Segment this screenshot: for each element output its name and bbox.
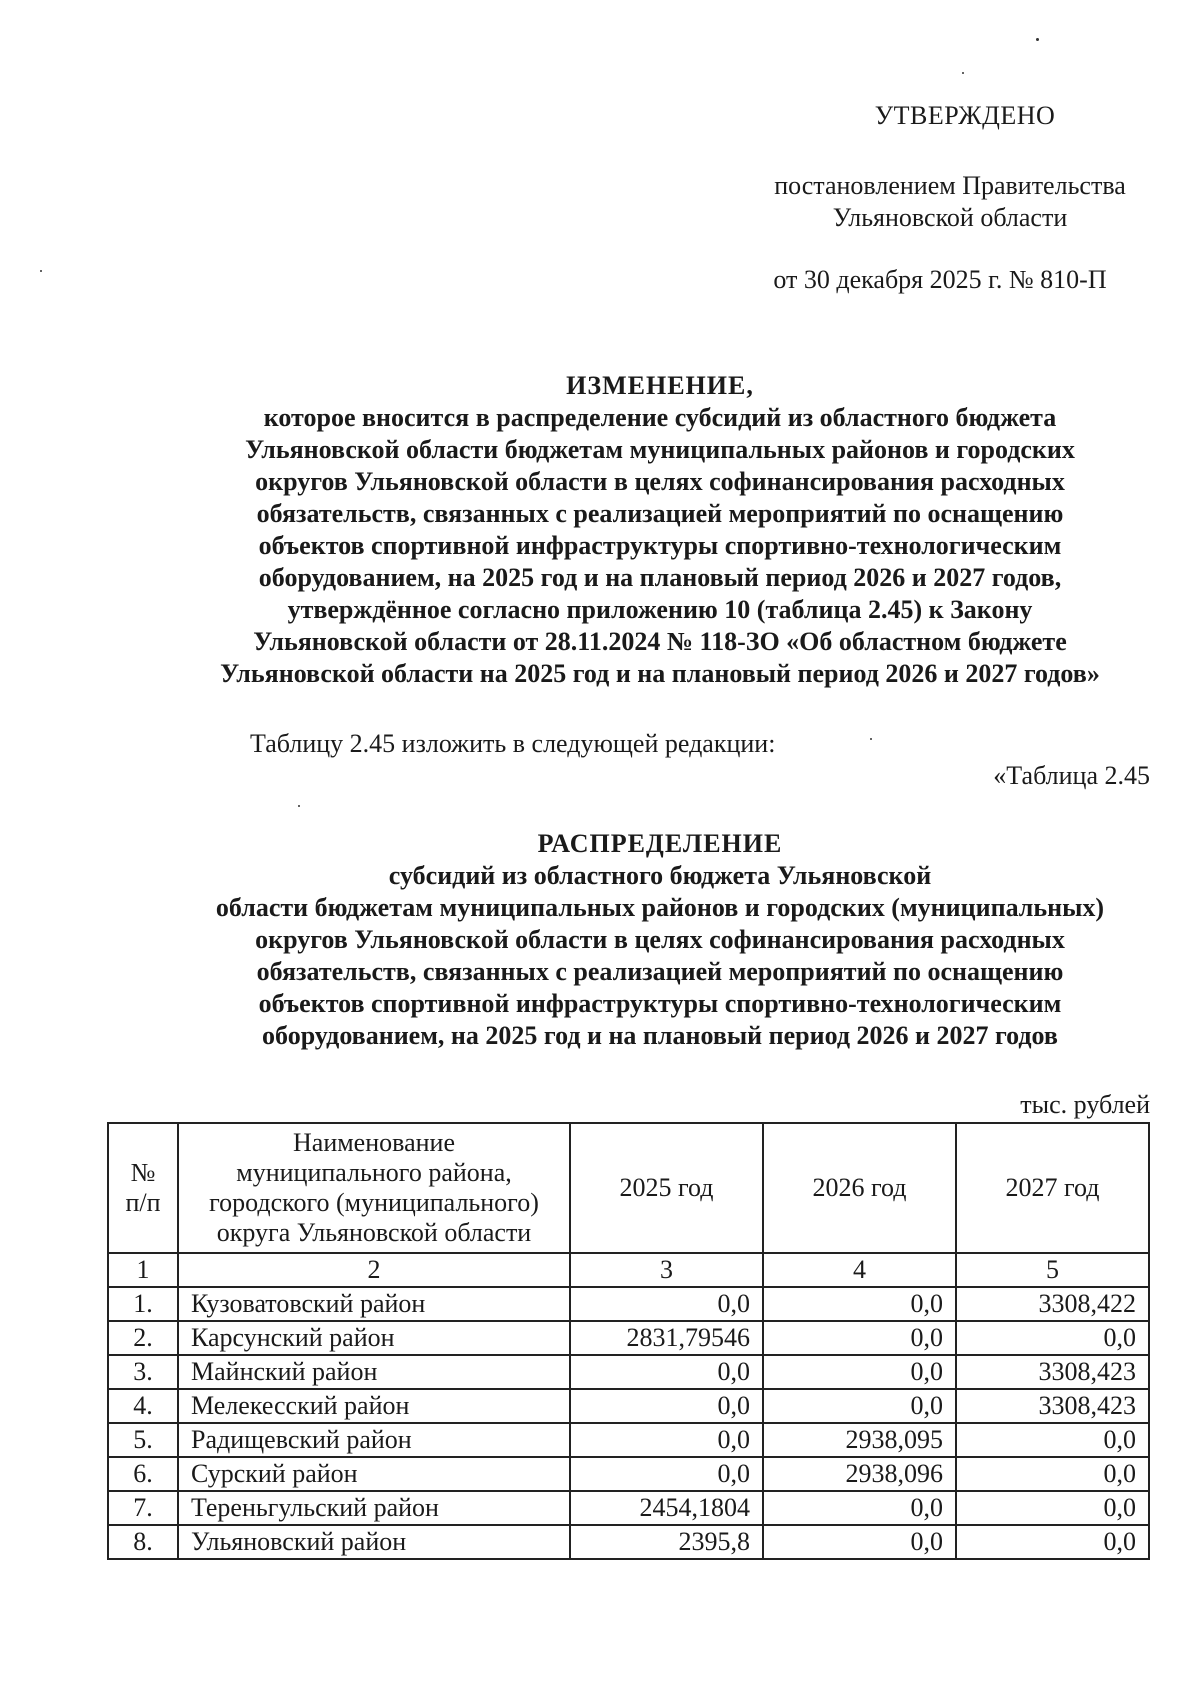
- row-value-2026: 0,0: [763, 1321, 956, 1355]
- scan-speck: [40, 270, 42, 272]
- row-municipality-name: Кузоватовский район: [178, 1287, 570, 1321]
- row-number: 8.: [108, 1525, 178, 1559]
- row-number: 6.: [108, 1457, 178, 1491]
- row-value-2027: 0,0: [956, 1525, 1149, 1559]
- column-index: 2: [178, 1253, 570, 1287]
- row-value-2026: 0,0: [763, 1355, 956, 1389]
- distribution-heading-line: обязательств, связанных с реализацией мероприятий по оснащению: [256, 957, 1064, 986]
- decree-line-2: Ульяновской области: [832, 203, 1068, 232]
- approved-label: УТВЕРЖДЕНО: [874, 101, 1056, 130]
- row-number: 4.: [108, 1389, 178, 1423]
- row-value-2026: 0,0: [763, 1491, 956, 1525]
- distribution-heading-line: объектов спортивной инфраструктуры спортивно-технологическим: [258, 989, 1062, 1018]
- row-value-2025: 0,0: [570, 1355, 763, 1389]
- row-number: 1.: [108, 1287, 178, 1321]
- row-municipality-name: Тереньгульский район: [178, 1491, 570, 1525]
- row-value-2027: 0,0: [956, 1321, 1149, 1355]
- change-heading: [160, 370, 1160, 690]
- table-row: [108, 1525, 1149, 1559]
- row-number: 5.: [108, 1423, 178, 1457]
- change-heading-line: Ульяновской области бюджетам муниципальных районов и городских: [245, 435, 1075, 464]
- row-municipality-name: Мелекесский район: [178, 1389, 570, 1423]
- column-index: 5: [956, 1253, 1149, 1287]
- distribution-heading-line: области бюджетам муниципальных районов и городских (муниципальных): [215, 893, 1105, 922]
- row-value-2026: 2938,095: [763, 1423, 956, 1457]
- instruction-text: Таблицу 2.45 изложить в следующей редакции:: [250, 729, 776, 758]
- distribution-heading: [160, 828, 1160, 1052]
- decree-reference: [760, 170, 1140, 234]
- row-municipality-name: Карсунский район: [178, 1321, 570, 1355]
- distribution-table: [107, 1122, 1150, 1560]
- header-municipality-line: Наименование: [293, 1128, 455, 1157]
- header-2026: 2026 год: [763, 1123, 956, 1253]
- change-heading-line: округов Ульяновской области в целях софинансирования расходных: [255, 467, 1065, 496]
- change-heading-line: утверждённое согласно приложению 10 (таблица 2.45) к Закону: [287, 595, 1033, 624]
- row-number: 7.: [108, 1491, 178, 1525]
- row-value-2025: 0,0: [570, 1389, 763, 1423]
- row-value-2025: 0,0: [570, 1287, 763, 1321]
- row-municipality-name: Майнский район: [178, 1355, 570, 1389]
- table-header-row: [108, 1123, 1149, 1253]
- decree-date: от 30 декабря 2025 г. № 810-П: [773, 265, 1107, 294]
- change-heading-line: которое вносится в распределение субсидий из областного бюджета: [263, 403, 1057, 432]
- row-value-2026: 2938,096: [763, 1457, 956, 1491]
- row-value-2025: 2831,79546: [570, 1321, 763, 1355]
- row-municipality-name: Радищевский район: [178, 1423, 570, 1457]
- table-row: [108, 1491, 1149, 1525]
- header-number: [108, 1123, 178, 1253]
- table-label: «Таблица 2.45: [993, 761, 1150, 790]
- scan-speck: [1036, 38, 1039, 41]
- row-value-2025: 0,0: [570, 1457, 763, 1491]
- row-value-2027: 3308,423: [956, 1389, 1149, 1423]
- change-heading-line: обязательств, связанных с реализацией мероприятий по оснащению: [256, 499, 1064, 528]
- table-row: [108, 1321, 1149, 1355]
- change-heading-line: объектов спортивной инфраструктуры спортивно-технологическим: [258, 531, 1062, 560]
- distribution-heading-line: субсидий из областного бюджета Ульяновской: [388, 861, 932, 890]
- row-number: 3.: [108, 1355, 178, 1389]
- row-value-2025: 2395,8: [570, 1525, 763, 1559]
- row-value-2027: 0,0: [956, 1457, 1149, 1491]
- row-value-2027: 0,0: [956, 1491, 1149, 1525]
- row-value-2025: 2454,1804: [570, 1491, 763, 1525]
- units-label: тыс. рублей: [1020, 1090, 1150, 1119]
- header-2027: 2027 год: [956, 1123, 1149, 1253]
- table-row: [108, 1457, 1149, 1491]
- row-value-2026: 0,0: [763, 1389, 956, 1423]
- distribution-title: РАСПРЕДЕЛЕНИЕ: [537, 829, 783, 858]
- column-index: 3: [570, 1253, 763, 1287]
- header-municipality-line: округа Ульяновской области: [216, 1218, 532, 1247]
- approval-block: [760, 100, 1140, 296]
- column-index: 1: [108, 1253, 178, 1287]
- scan-speck: [298, 805, 300, 807]
- row-municipality-name: Сурский район: [178, 1457, 570, 1491]
- change-heading-line: оборудованием, на 2025 год и на плановый период 2026 и 2027 годов,: [258, 563, 1062, 592]
- scan-speck: [870, 738, 872, 740]
- row-value-2026: 0,0: [763, 1287, 956, 1321]
- row-value-2027: 3308,423: [956, 1355, 1149, 1389]
- table-row: [108, 1423, 1149, 1457]
- distribution-heading-line: округов Ульяновской области в целях софинансирования расходных: [255, 925, 1065, 954]
- row-value-2025: 0,0: [570, 1423, 763, 1457]
- change-title: ИЗМЕНЕНИЕ,: [566, 371, 754, 400]
- column-index-row: [108, 1253, 1149, 1287]
- header-number-sign: №: [130, 1158, 156, 1187]
- header-number-abbr: п/п: [125, 1188, 161, 1217]
- header-municipality-line: муниципального района,: [236, 1158, 512, 1187]
- distribution-heading-line: оборудованием, на 2025 год и на плановый период 2026 и 2027 годов: [262, 1021, 1058, 1050]
- header-municipality: [178, 1123, 570, 1253]
- table-row: [108, 1389, 1149, 1423]
- scan-speck: [962, 72, 964, 74]
- table-row: [108, 1355, 1149, 1389]
- change-heading-line: Ульяновской области на 2025 год и на плановый период 2026 и 2027 годов»: [220, 659, 1100, 688]
- row-number: 2.: [108, 1321, 178, 1355]
- change-heading-line: Ульяновской области от 28.11.2024 № 118-ЗО «Об областном бюджете: [253, 627, 1067, 656]
- header-municipality-line: городского (муниципального): [209, 1188, 539, 1217]
- row-value-2027: 3308,422: [956, 1287, 1149, 1321]
- row-municipality-name: Ульяновский район: [178, 1525, 570, 1559]
- row-value-2026: 0,0: [763, 1525, 956, 1559]
- table-row: [108, 1287, 1149, 1321]
- decree-line-1: постановлением Правительства: [774, 171, 1126, 200]
- column-index: 4: [763, 1253, 956, 1287]
- row-value-2027: 0,0: [956, 1423, 1149, 1457]
- header-2025: 2025 год: [570, 1123, 763, 1253]
